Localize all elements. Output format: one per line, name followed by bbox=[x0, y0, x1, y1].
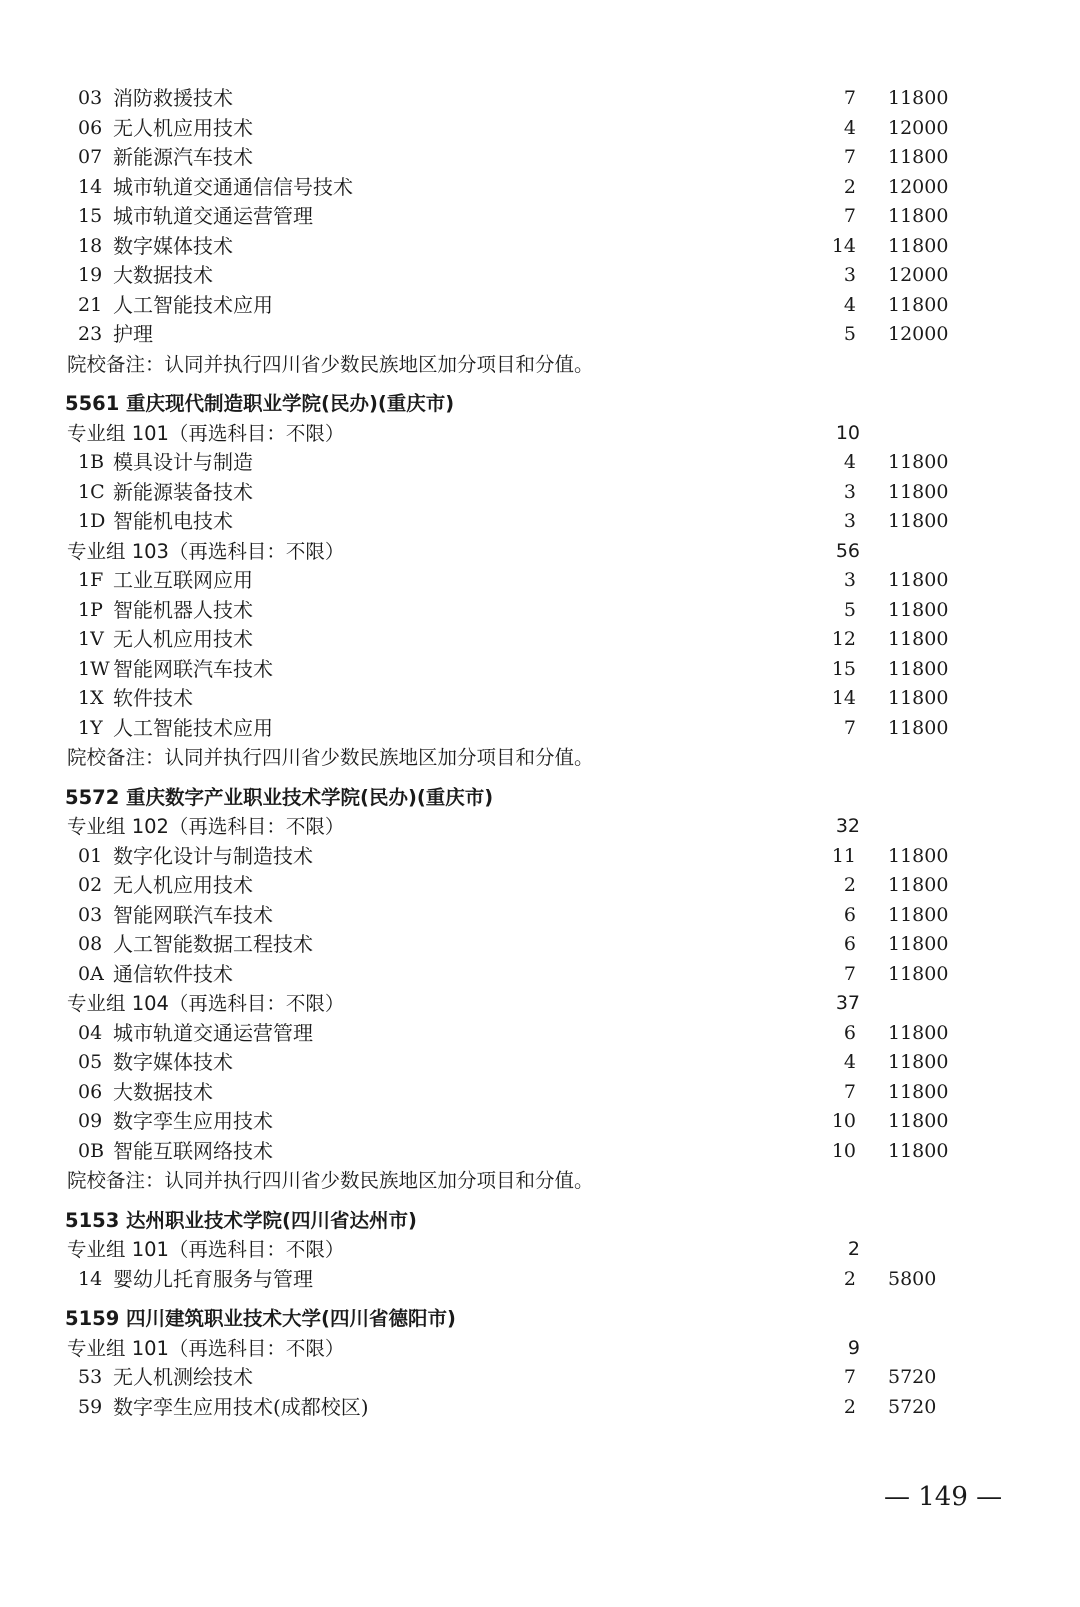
tuition-fee: 11800 bbox=[888, 1139, 949, 1162]
plan-count: 7 bbox=[843, 87, 856, 109]
major-row bbox=[0, 84, 1080, 114]
major-row bbox=[0, 448, 1080, 478]
tuition-fee: 11800 bbox=[888, 234, 949, 257]
major-code: 07 bbox=[78, 146, 103, 168]
plan-count: 2 bbox=[843, 1267, 856, 1290]
major-name: 无人机测绘技术 bbox=[113, 1365, 253, 1389]
major-name: 婴幼儿托育服务与管理 bbox=[113, 1266, 313, 1291]
plan-count: 7 bbox=[843, 962, 856, 985]
institution-title: 5572 重庆数字产业职业技术学院(民办)(重庆市) bbox=[65, 785, 494, 809]
tuition-fee: 11800 bbox=[888, 844, 949, 867]
major-name: 数字媒体技术 bbox=[113, 1050, 233, 1074]
major-name: 无人机应用技术 bbox=[113, 627, 253, 651]
group-plan-count: 9 bbox=[847, 1336, 860, 1359]
major-row bbox=[0, 261, 1080, 291]
major-row bbox=[0, 114, 1080, 144]
major-row bbox=[0, 960, 1080, 990]
institution-title: 5153 达州职业技术学院(四川省达州市) bbox=[65, 1208, 417, 1232]
institution-header bbox=[0, 1206, 1080, 1236]
major-name: 城市轨道交通运营管理 bbox=[113, 1020, 313, 1045]
plan-count: 4 bbox=[843, 116, 856, 139]
major-name: 数字化设计与制造技术 bbox=[113, 843, 313, 868]
major-name: 人工智能数据工程技术 bbox=[113, 932, 313, 956]
plan-count: 7 bbox=[843, 716, 856, 739]
group-plan-count: 32 bbox=[835, 815, 860, 837]
major-code: 23 bbox=[78, 323, 103, 345]
tuition-fee: 11800 bbox=[888, 657, 949, 680]
institution-note bbox=[0, 743, 1080, 773]
major-code: 06 bbox=[78, 116, 103, 139]
major-name: 无人机应用技术 bbox=[113, 115, 253, 140]
major-row bbox=[0, 1019, 1080, 1049]
major-code: 02 bbox=[78, 874, 103, 896]
major-group-header bbox=[0, 537, 1080, 567]
institution-title: 5159 四川建筑职业技术大学(四川省德阳市) bbox=[65, 1307, 456, 1330]
major-row bbox=[0, 901, 1080, 931]
tuition-fee: 11800 bbox=[888, 687, 949, 709]
major-name: 大数据技术 bbox=[113, 263, 213, 287]
plan-count: 10 bbox=[831, 1139, 856, 1162]
major-code: 1W bbox=[78, 657, 110, 680]
major-code: 18 bbox=[78, 234, 103, 257]
tuition-fee: 11800 bbox=[888, 1080, 949, 1103]
major-name: 数字孪生应用技术 bbox=[113, 1109, 273, 1133]
tuition-fee: 11800 bbox=[888, 1051, 949, 1073]
major-row bbox=[0, 1393, 1080, 1423]
major-row bbox=[0, 1265, 1080, 1295]
tuition-fee: 11800 bbox=[888, 628, 949, 650]
major-row bbox=[0, 1363, 1080, 1393]
major-name: 消防救援技术 bbox=[113, 86, 233, 110]
plan-count: 2 bbox=[843, 874, 856, 896]
tuition-fee: 11800 bbox=[888, 598, 949, 621]
major-row bbox=[0, 714, 1080, 744]
plan-count: 4 bbox=[843, 1051, 856, 1073]
major-row bbox=[0, 684, 1080, 714]
major-row bbox=[0, 1078, 1080, 1108]
group-label: 专业组 101（再选科目：不限） bbox=[67, 421, 345, 445]
major-name: 智能互联网络技术 bbox=[113, 1138, 273, 1163]
major-name: 新能源汽车技术 bbox=[113, 145, 253, 169]
institution-note bbox=[0, 1166, 1080, 1196]
institution-title: 5561 重庆现代制造职业学院(民办)(重庆市) bbox=[65, 392, 455, 415]
major-row bbox=[0, 1107, 1080, 1137]
major-code: 15 bbox=[78, 205, 103, 227]
major-code: 14 bbox=[78, 1267, 103, 1290]
tuition-fee: 12000 bbox=[888, 323, 949, 345]
major-name: 城市轨道交通运营管理 bbox=[113, 204, 313, 228]
major-name: 新能源装备技术 bbox=[113, 479, 253, 504]
major-row bbox=[0, 1048, 1080, 1078]
note-text: 院校备注：认同并执行四川省少数民族地区加分项目和分值。 bbox=[67, 746, 594, 769]
major-code: 03 bbox=[78, 87, 103, 109]
major-name: 智能网联汽车技术 bbox=[113, 656, 273, 681]
tuition-fee: 12000 bbox=[888, 116, 949, 139]
major-row bbox=[0, 655, 1080, 685]
major-row bbox=[0, 871, 1080, 901]
plan-count: 7 bbox=[843, 1366, 856, 1388]
major-name: 工业互联网应用 bbox=[113, 568, 253, 592]
institution-note bbox=[0, 350, 1080, 380]
major-code: 1V bbox=[78, 628, 104, 650]
plan-count: 3 bbox=[843, 264, 856, 286]
major-code: 59 bbox=[78, 1395, 103, 1418]
major-code: 01 bbox=[78, 844, 103, 867]
plan-count: 6 bbox=[843, 903, 856, 926]
major-name: 智能网联汽车技术 bbox=[113, 902, 273, 927]
plan-count: 6 bbox=[843, 1021, 856, 1044]
group-label: 专业组 102（再选科目：不限） bbox=[67, 815, 345, 838]
major-row bbox=[0, 202, 1080, 232]
major-code: 53 bbox=[78, 1366, 103, 1388]
plan-count: 3 bbox=[843, 480, 856, 503]
major-name: 护理 bbox=[113, 322, 153, 346]
major-name: 数字媒体技术 bbox=[113, 233, 233, 258]
tuition-fee: 11800 bbox=[888, 569, 949, 591]
major-code: 09 bbox=[78, 1110, 103, 1132]
major-group-header bbox=[0, 1334, 1080, 1364]
tuition-fee: 5720 bbox=[888, 1366, 937, 1388]
plan-count: 10 bbox=[831, 1110, 856, 1132]
group-label: 专业组 101（再选科目：不限） bbox=[67, 1238, 345, 1261]
group-label: 专业组 104（再选科目：不限） bbox=[67, 992, 345, 1015]
major-code: 1X bbox=[78, 687, 104, 709]
tuition-fee: 11800 bbox=[888, 1021, 949, 1044]
plan-count: 4 bbox=[843, 451, 856, 473]
group-label: 专业组 103（再选科目：不限） bbox=[67, 539, 345, 563]
major-row bbox=[0, 625, 1080, 655]
major-code: 05 bbox=[78, 1051, 103, 1073]
major-name: 城市轨道交通通信信号技术 bbox=[113, 174, 353, 199]
major-row bbox=[0, 566, 1080, 596]
tuition-fee: 11800 bbox=[888, 962, 949, 985]
tuition-fee: 11800 bbox=[888, 716, 949, 739]
major-row bbox=[0, 596, 1080, 626]
institution-header bbox=[0, 1304, 1080, 1334]
tuition-fee: 11800 bbox=[888, 1110, 949, 1132]
tuition-fee: 11800 bbox=[888, 205, 949, 227]
major-row bbox=[0, 232, 1080, 262]
plan-count: 3 bbox=[843, 569, 856, 591]
tuition-fee: 11800 bbox=[888, 874, 949, 896]
plan-count: 4 bbox=[843, 293, 856, 316]
major-group-header bbox=[0, 1235, 1080, 1265]
major-name: 软件技术 bbox=[113, 686, 193, 710]
major-name: 模具设计与制造 bbox=[113, 450, 253, 474]
major-group-header bbox=[0, 989, 1080, 1019]
major-code: 1C bbox=[78, 480, 105, 503]
major-name: 智能机电技术 bbox=[113, 509, 233, 533]
group-plan-count: 2 bbox=[847, 1238, 860, 1260]
plan-count: 6 bbox=[843, 933, 856, 955]
major-name: 智能机器人技术 bbox=[113, 597, 253, 622]
major-name: 数字孪生应用技术(成都校区) bbox=[113, 1394, 369, 1419]
plan-count: 15 bbox=[831, 657, 856, 680]
major-row bbox=[0, 930, 1080, 960]
plan-count: 14 bbox=[831, 234, 856, 257]
major-row bbox=[0, 507, 1080, 537]
major-code: 1B bbox=[78, 451, 105, 473]
tuition-fee: 11800 bbox=[888, 87, 949, 109]
major-code: 0B bbox=[78, 1139, 105, 1162]
major-name: 通信软件技术 bbox=[113, 961, 233, 986]
tuition-fee: 11800 bbox=[888, 480, 949, 503]
major-code: 14 bbox=[78, 175, 103, 198]
group-plan-count: 10 bbox=[835, 421, 860, 444]
note-text: 院校备注：认同并执行四川省少数民族地区加分项目和分值。 bbox=[67, 1169, 594, 1192]
major-code: 03 bbox=[78, 903, 103, 926]
group-label: 专业组 101（再选科目：不限） bbox=[67, 1336, 345, 1360]
plan-count: 2 bbox=[843, 1395, 856, 1418]
tuition-fee: 11800 bbox=[888, 903, 949, 926]
tuition-fee: 11800 bbox=[888, 146, 949, 168]
plan-count: 7 bbox=[843, 1080, 856, 1103]
major-row bbox=[0, 320, 1080, 350]
major-row bbox=[0, 143, 1080, 173]
major-name: 无人机应用技术 bbox=[113, 873, 253, 897]
tuition-fee: 11800 bbox=[888, 293, 949, 316]
group-plan-count: 37 bbox=[835, 992, 860, 1014]
page-number: — 149 — bbox=[884, 1482, 1003, 1512]
major-code: 06 bbox=[78, 1080, 103, 1103]
major-code: 19 bbox=[78, 264, 103, 286]
major-group-header bbox=[0, 419, 1080, 449]
major-row bbox=[0, 1137, 1080, 1167]
major-code: 0A bbox=[78, 962, 104, 985]
major-group-header bbox=[0, 812, 1080, 842]
plan-count: 7 bbox=[843, 146, 856, 168]
plan-count: 14 bbox=[831, 687, 856, 709]
plan-count: 5 bbox=[843, 323, 856, 345]
tuition-fee: 12000 bbox=[888, 264, 949, 286]
major-code: 1Y bbox=[78, 716, 103, 739]
plan-count: 7 bbox=[843, 205, 856, 227]
institution-header bbox=[0, 783, 1080, 813]
major-row bbox=[0, 842, 1080, 872]
admission-plan-list bbox=[0, 84, 1080, 1422]
major-code: 1F bbox=[78, 569, 104, 591]
major-code: 04 bbox=[78, 1021, 103, 1044]
tuition-fee: 11800 bbox=[888, 933, 949, 955]
major-code: 08 bbox=[78, 933, 103, 955]
group-plan-count: 56 bbox=[835, 539, 860, 562]
plan-count: 3 bbox=[843, 510, 856, 532]
tuition-fee: 5720 bbox=[888, 1395, 937, 1418]
tuition-fee: 11800 bbox=[888, 510, 949, 532]
plan-count: 11 bbox=[831, 844, 856, 867]
plan-count: 12 bbox=[831, 628, 856, 650]
plan-count: 2 bbox=[843, 175, 856, 198]
major-name: 人工智能技术应用 bbox=[113, 715, 273, 740]
major-name: 大数据技术 bbox=[113, 1079, 213, 1104]
tuition-fee: 12000 bbox=[888, 175, 949, 198]
major-row bbox=[0, 291, 1080, 321]
tuition-fee: 11800 bbox=[888, 451, 949, 473]
major-row bbox=[0, 173, 1080, 203]
major-code: 1D bbox=[78, 510, 106, 532]
major-code: 1P bbox=[78, 598, 103, 621]
plan-count: 5 bbox=[843, 598, 856, 621]
major-name: 人工智能技术应用 bbox=[113, 292, 273, 317]
institution-header bbox=[0, 389, 1080, 419]
note-text: 院校备注：认同并执行四川省少数民族地区加分项目和分值。 bbox=[67, 352, 594, 376]
tuition-fee: 5800 bbox=[888, 1267, 937, 1290]
major-code: 21 bbox=[78, 293, 103, 316]
major-row bbox=[0, 478, 1080, 508]
